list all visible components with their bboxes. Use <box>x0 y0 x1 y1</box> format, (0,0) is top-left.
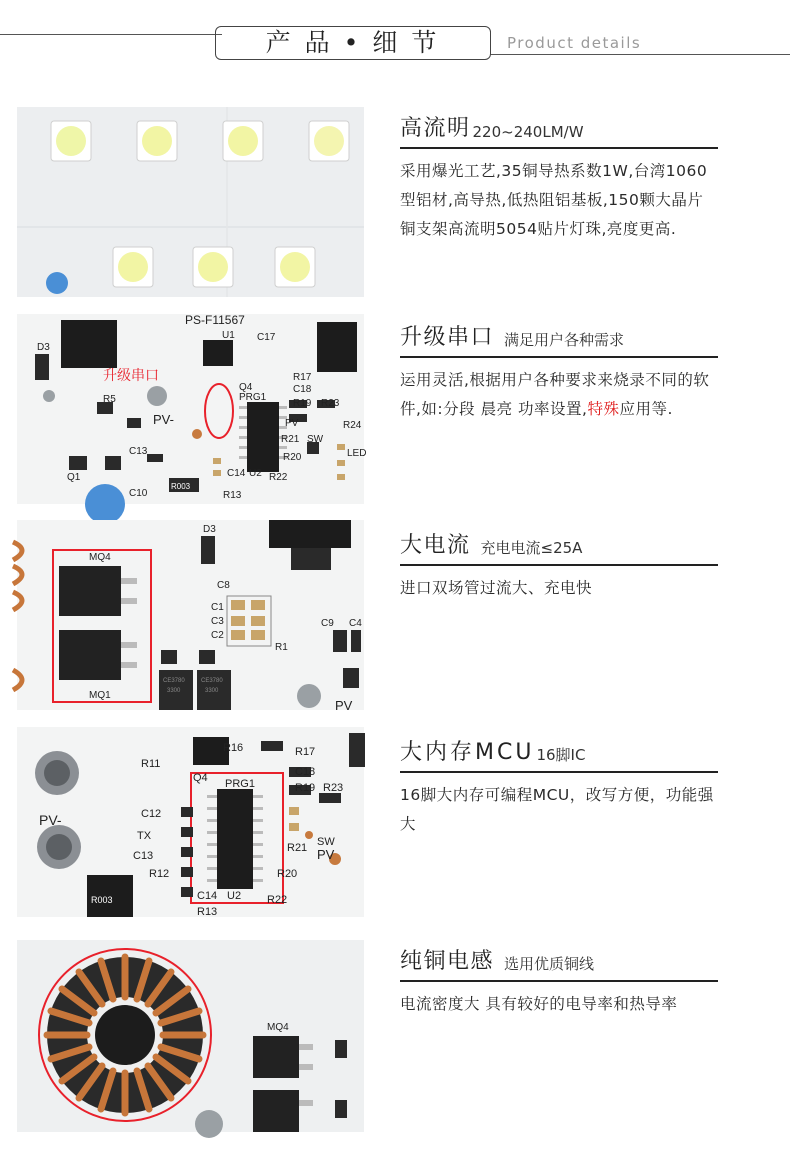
feature-description-highlight: 特殊 <box>587 400 620 418</box>
led-board-illustration <box>17 107 364 297</box>
led-chip <box>137 121 177 161</box>
svg-text:R17: R17 <box>295 746 316 758</box>
svg-text:3300: 3300 <box>167 688 181 694</box>
feature-serial-port <box>400 320 718 424</box>
serial-board-photo <box>17 313 367 504</box>
svg-text:Q1: Q1 <box>67 472 81 483</box>
svg-text:C14: C14 <box>197 890 218 902</box>
feature-title: 高流明 <box>400 116 471 141</box>
svg-text:PRG1: PRG1 <box>225 778 255 790</box>
mosfet-board-illustration <box>17 520 364 713</box>
svg-text:C4: C4 <box>349 618 362 629</box>
led-chip <box>51 121 91 161</box>
svg-text:C14: C14 <box>227 468 246 479</box>
svg-text:R21: R21 <box>287 842 308 854</box>
feature-description <box>400 366 718 424</box>
led-chip <box>193 247 233 287</box>
svg-text:D3: D3 <box>203 524 216 535</box>
svg-text:Q4: Q4 <box>193 772 208 784</box>
feature-title-row <box>400 735 718 773</box>
feature-title: 大电流 <box>400 533 471 558</box>
svg-text:R19: R19 <box>293 398 312 409</box>
feature-subtitle: 充电电流≤25A <box>480 539 583 557</box>
svg-text:R24: R24 <box>343 420 362 431</box>
feature-subtitle: 220~240LM/W <box>472 123 584 141</box>
led-chip <box>309 121 349 161</box>
svg-text:LED: LED <box>347 448 367 459</box>
feature-description: 采用爆光工艺,35铜导热系数1W,台湾1060型铝材,高导热,低热阻铝基板,150颗大晶片铜支架高流明5054贴片灯珠,亮度更高. <box>400 162 708 238</box>
feature-high-lumen <box>400 111 718 244</box>
svg-text:PV-: PV- <box>39 812 62 828</box>
feature-description: 进口双场管过流大、充电快 <box>400 579 593 597</box>
svg-text:U1: U1 <box>222 330 235 341</box>
svg-text:MQ4: MQ4 <box>267 1022 289 1033</box>
svg-text:D3: D3 <box>37 342 50 353</box>
svg-text:MQ1: MQ1 <box>89 690 111 701</box>
svg-text:R16: R16 <box>223 742 244 754</box>
svg-text:C3: C3 <box>211 616 224 627</box>
feature-title: 升级串口 <box>400 325 495 350</box>
feature-title-row <box>400 111 718 149</box>
svg-text:R23: R23 <box>323 782 344 794</box>
feature-subtitle: 选用优质铜线 <box>504 955 595 973</box>
svg-text:Q4: Q4 <box>239 382 253 393</box>
mounting-dot <box>46 272 68 294</box>
svg-text:R23: R23 <box>321 398 340 409</box>
svg-text:C18: C18 <box>295 766 316 778</box>
svg-text:R22: R22 <box>269 472 288 483</box>
mcu-board-photo <box>17 727 364 917</box>
svg-text:SW: SW <box>307 434 324 445</box>
feature-copper-inductor <box>400 944 718 1019</box>
feature-title: 纯铜电感 <box>400 949 495 974</box>
svg-text:C13: C13 <box>129 446 148 457</box>
svg-text:PV: PV <box>335 698 353 713</box>
led-board-photo <box>17 107 364 297</box>
feature-title-row <box>400 944 718 982</box>
svg-text:R5: R5 <box>103 394 116 405</box>
svg-text:C12: C12 <box>141 808 162 820</box>
feature-description-text: 应用等. <box>619 400 673 418</box>
svg-text:R19: R19 <box>295 782 316 794</box>
svg-text:U2: U2 <box>249 468 262 479</box>
board-model-label: PS-F11567 <box>185 313 245 327</box>
svg-text:R22: R22 <box>267 894 288 906</box>
svg-text:C17: C17 <box>257 332 276 343</box>
inductor-board-illustration <box>17 940 364 1132</box>
feature-title-row <box>400 320 718 358</box>
feature-subtitle: 16脚IC <box>536 746 586 764</box>
svg-text:R17: R17 <box>293 372 312 383</box>
svg-text:CE3780: CE3780 <box>163 678 185 684</box>
svg-text:U2: U2 <box>227 890 242 902</box>
serial-board-illustration <box>17 313 367 504</box>
svg-text:C18: C18 <box>293 384 312 395</box>
page-title: 产品•细节 <box>265 28 451 57</box>
mcu-board-illustration <box>17 727 364 917</box>
feature-mcu <box>400 735 718 839</box>
feature-subtitle: 满足用户各种需求 <box>504 331 625 349</box>
svg-text:C1: C1 <box>211 602 224 613</box>
serial-port-callout: 升级串口 <box>103 367 159 383</box>
svg-text:R003: R003 <box>171 482 191 491</box>
feature-title-row <box>400 528 718 566</box>
svg-text:C2: C2 <box>211 630 224 641</box>
svg-text:C10: C10 <box>129 488 148 499</box>
svg-text:PV: PV <box>317 847 335 862</box>
feature-high-current <box>400 528 718 603</box>
svg-text:TX: TX <box>137 830 152 842</box>
svg-text:C13: C13 <box>133 850 154 862</box>
feature-description: 16脚大内存可编程MCU，改写方便，功能强大 <box>400 786 714 833</box>
feature-description: 电流密度大 具有较好的电导率和热导率 <box>400 995 678 1013</box>
svg-text:CE3780: CE3780 <box>201 678 223 684</box>
svg-text:MQ4: MQ4 <box>89 552 111 563</box>
svg-text:R21: R21 <box>281 434 300 445</box>
led-chip <box>275 247 315 287</box>
svg-text:R13: R13 <box>223 490 242 501</box>
svg-text:SW: SW <box>317 836 335 848</box>
mosfet-board-photo <box>17 520 364 713</box>
svg-text:PRG1: PRG1 <box>239 392 267 403</box>
svg-text:R12: R12 <box>149 868 170 880</box>
header-line-left <box>0 34 222 35</box>
svg-text:R20: R20 <box>277 868 298 880</box>
header-line-right <box>490 54 790 55</box>
svg-text:R13: R13 <box>197 906 218 918</box>
svg-text:C8: C8 <box>217 580 230 591</box>
svg-text:R20: R20 <box>283 452 302 463</box>
svg-text:PV-: PV- <box>153 412 174 427</box>
svg-text:R11: R11 <box>141 758 161 770</box>
svg-text:C9: C9 <box>321 618 334 629</box>
svg-text:R1: R1 <box>275 642 288 653</box>
inductor-board-photo <box>17 940 364 1132</box>
feature-title: 大内存MCU <box>400 740 535 765</box>
svg-text:3300: 3300 <box>205 688 219 694</box>
led-chip <box>223 121 263 161</box>
feature-description-text: 运用灵活,根据用户各种要求来烧录不同的软件,如:分段 晨亮 功率设置, <box>400 371 710 418</box>
led-chip <box>113 247 153 287</box>
svg-text:R003: R003 <box>91 895 113 905</box>
page-subtitle: Product details <box>507 34 642 52</box>
svg-text:PV: PV <box>285 418 299 429</box>
